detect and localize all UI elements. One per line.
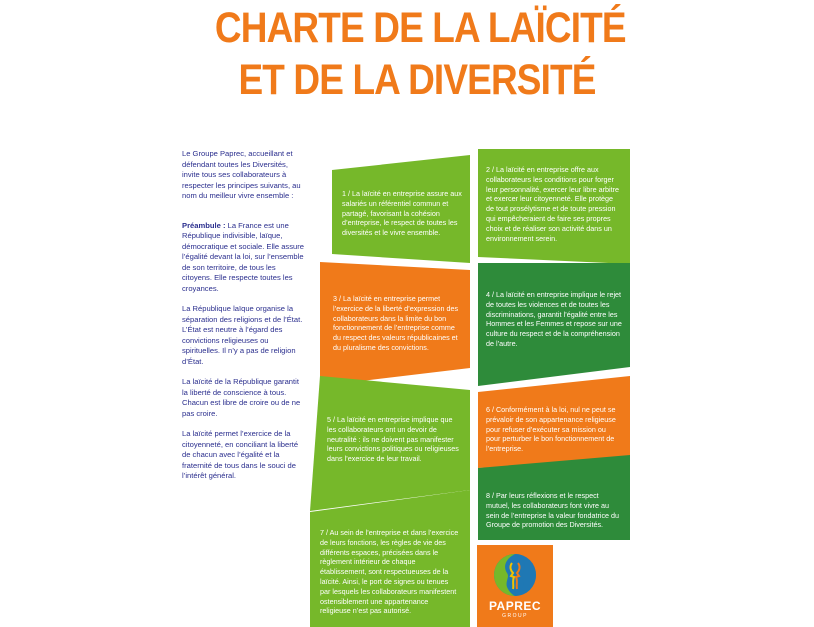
article-5-text: 5 / La laïcité en entreprise implique que les collaborateurs ont un devoir de neutralité : ils ne doivent pas manifester leurs convictions politiques ou religieuses dans l’exercice de leur travail. [327,415,459,464]
preambule-label: Préambule : [182,220,226,230]
globe-faces-icon [493,553,537,597]
logo-brand-name: PAPREC [488,599,542,613]
intro-paragraph-4: La laïcité permet l’exercice de la citoyenneté, en conciliant la liberté de chacun avec l’égalité et la fraternité de tous dans le souci de l’intérêt général. [182,429,299,480]
article-6-text: 6 / Conformément à la loi, nul ne peut se prévaloir de son appartenance religieuse pour refuser d’exécuter sa mission ou pour perturber le bon fonctionnement de l’entreprise. [486,405,616,454]
title-line-2: ET DE LA DIVERSITÉ [238,56,596,104]
article-1-text: 1 / La laïcité en entreprise assure aux salariés un référentiel commun et partagé, favorisant la cohésion d’entreprise, le respect de toutes les diversités et le vivre ensemble. [342,189,462,238]
article-4-text: 4 / La laïcité en entreprise implique le rejet de toutes les violences et de toutes les discriminations, garantit l’égalité entre les Hommes et les Femmes et repose sur une culture du respect et de la compréhension de l’autre. [486,290,622,348]
paprec-logo [477,545,553,627]
intro-paragraph-3: La laïcité de la République garantit la liberté de conscience à tous. Chacun est libre de croire ou de ne pas croire. [182,377,301,418]
preambule-text: La France est une République indivisible, laïque, démocratique et sociale. Elle assure l’égalité devant la loi, sur l’ensemble de son territoire, de tous les citoyens. Elle respecte toutes les croyances. [182,220,304,293]
article-3-text: 3 / La laïcité en entreprise permet l’exercice de la liberté d’expression des collaborateurs dans la limite du bon fonctionnement de l’entreprise comme du respect des valeurs républicaines et du pluralisme des convictions. [333,294,459,352]
intro-paragraph-2: La République laïque organise la séparation des religions et de l’État. L’État est neutre à l’égard des convictions religieuses ou spirituelles. Il n’y a pas de religion d’État. [182,304,303,366]
article-7-text: 7 / Au sein de l’entreprise et dans l’exercice de leurs fonctions, les règles de vie des différents espaces, précisées dans le règlement intérieur de chaque établissement, sont respectueuses de la laïcité. Ainsi, le port de signes ou tenues par lesquels les collaborateurs manifestent ostensiblement une appartenance religieuse n’est pas autorisé. [320,528,459,616]
logo-subtitle: GROUP [502,613,528,619]
article-8-text: 8 / Par leurs réflexions et le respect mutuel, les collaborateurs font vivre au sein de l’entreprise la valeur fondatrice du Groupe de promotion des Diversités. [486,491,620,530]
intro-lead: Le Groupe Paprec, accueillant et défendant toutes les Diversités, invite tous ses collaborateurs à respecter les principes suivants, au nom du meilleur vivre ensemble : [182,149,301,200]
article-2-text: 2 / La laïcité en entreprise offre aux collaborateurs les conditions pour forger leur personnalité, exercer leur libre arbitre et exercer leur citoyenneté. Elle protège de tout prosélytisme et de toute pression qui empêcheraient de faire ses propres choix et de réaliser son activité dans un environnement serein. [486,165,620,243]
title-line-1: CHARTE DE LA LAÏCITÉ [214,4,626,52]
